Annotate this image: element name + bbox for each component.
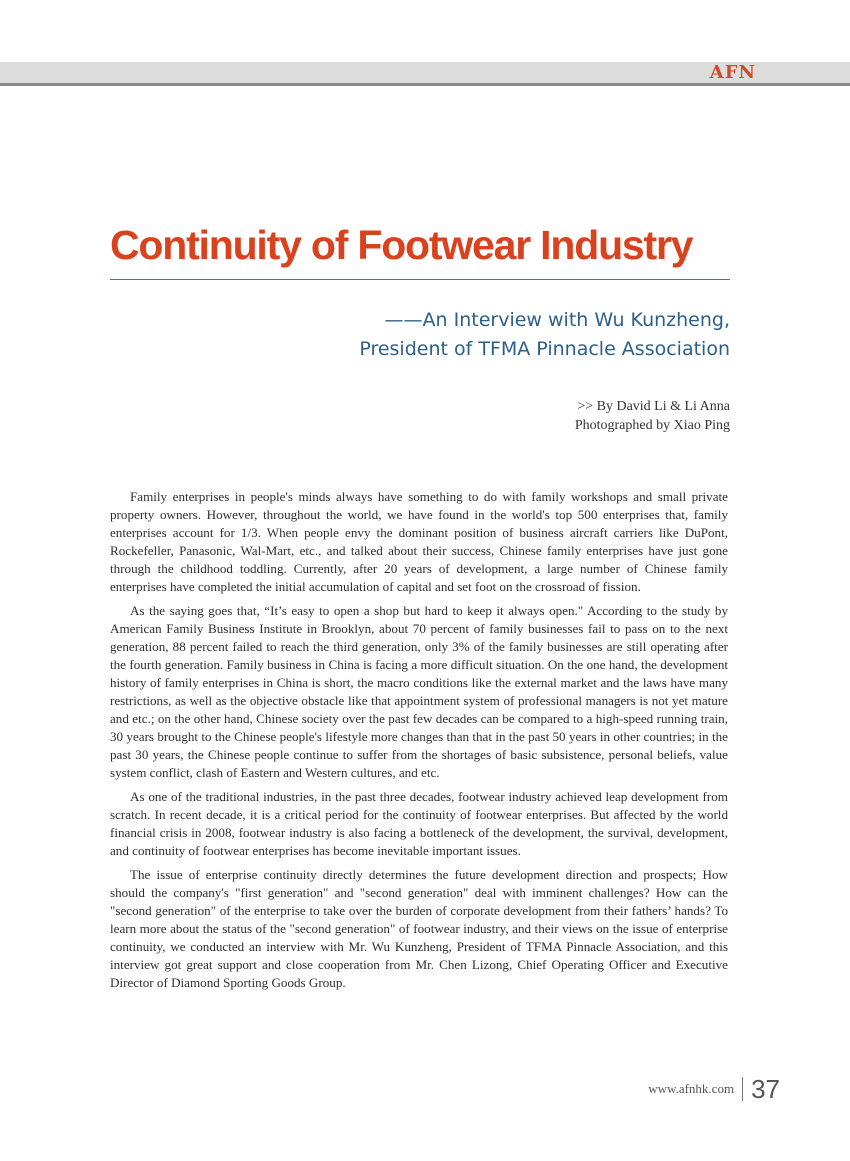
- article-body: [110, 488, 728, 998]
- footer-url: www.afnhk.com: [648, 1081, 735, 1096]
- article-subtitle: [300, 306, 730, 364]
- footer-divider: [742, 1077, 743, 1101]
- page-footer: [648, 1074, 780, 1104]
- article-title: Continuity of Footwear Industry: [110, 222, 693, 268]
- article-paragraph: The issue of enterprise continuity directly determines the future development direction and prospects; How should the company's "first generation" and "second generation" deal with imminent challenges? How can the "second generation" of the enterprise to take over the burden of corporate development from their fathers’ hands? To learn more about the status of the "second generation" of footwear industry, and their views on the issue of enterprise continuity, we conducted an interview with Mr. Wu Kunzheng, President of TFMA Pinnacle Association, and this interview got great support and close cooperation from Mr. Chen Lizong, Chief Operating Officer and Executive Director of Diamond Sporting Goods Group.: [110, 867, 728, 990]
- subtitle-line-2: President of TFMA Pinnacle Association: [359, 338, 730, 360]
- article-paragraph: As one of the traditional industries, in the past three decades, footwear industry achieved leap development from scratch. In recent decade, it is a critical period for the continuity of footwear enterprises. But affected by the world financial crisis in 2008, footwear industry is also facing a bottleneck of the development, the survival, development, and continuity of footwear enterprises has become inevitable important issues.: [110, 789, 728, 858]
- byline-photographer: Photographed by Xiao Ping: [574, 418, 730, 433]
- page-number: 37: [751, 1073, 780, 1104]
- article-paragraph: As the saying goes that, “It’s easy to open a shop but hard to keep it always open." According to the study by American Family Business Institute in Brooklyn, about 70 percent of family businesses fail to pass on to the next generation, 88 percent failed to reach the third generation, only 3% of the family businesses are still operating after the fourth generation. Family business in China is facing a more difficult situation. On the one hand, the development history of family enterprises in China is short, the macro conditions like the external market and the laws have many restrictions, as well as the objective obstacle like that appointment system of professional managers is not yet mature and etc.; on the other hand, Chinese society over the past few decades can be compared to a high-speed running train, 30 years brought to the Chinese people's lifestyle more changes than that in the past 50 years in other countries; in the past 30 years, the Chinese people continue to suffer from the shortages of basic subsistence, personal beliefs, value system conflict, clash of Eastern and Western cultures, and etc.: [110, 603, 728, 780]
- afn-logo: AFN: [709, 62, 756, 83]
- header-band: [0, 62, 850, 86]
- article-paragraph: Family enterprises in people's minds always have something to do with family workshops and small private property owners. However, throughout the world, we have found in the world's top 500 enterprises that, family enterprises account for 1/3. When people envy the dominant position of business aircraft carriers like DuPont, Rockefeller, Panasonic, Wal-Mart, etc., and talked about their success, Chinese family enterprises have just gone through the childhood toddling. Currently, after 20 years of development, a large number of Chinese family enterprises have completed the initial accumulation of capital and set foot on the crossroad of fission.: [110, 489, 728, 594]
- byline-authors: >> By David Li & Li Anna: [577, 399, 730, 414]
- byline: [430, 397, 730, 435]
- subtitle-line-1: ——An Interview with Wu Kunzheng,: [384, 309, 730, 331]
- title-divider: [110, 279, 730, 280]
